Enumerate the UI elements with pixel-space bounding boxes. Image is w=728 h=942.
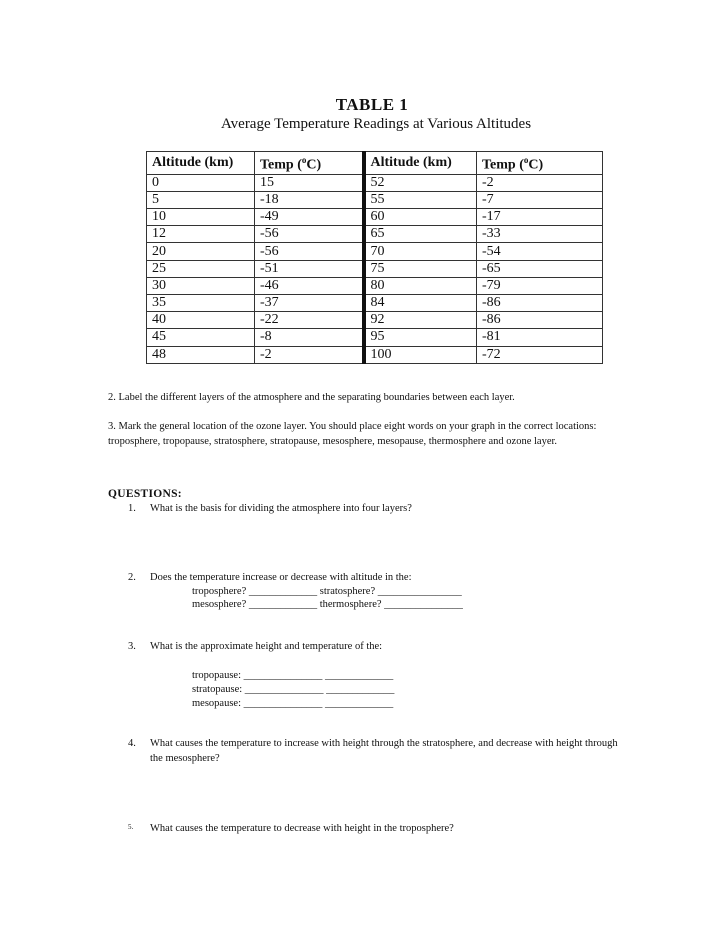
altitude-cell: 40 xyxy=(147,312,255,329)
table-row xyxy=(147,312,603,329)
altitude-cell: 0 xyxy=(147,174,255,191)
altitude-cell: 95 xyxy=(364,329,477,346)
altitude-cell: 65 xyxy=(364,226,477,243)
temperature-cell: -79 xyxy=(477,277,603,294)
questions-heading: QUESTIONS: xyxy=(108,488,182,500)
temperature-cell: 15 xyxy=(255,174,364,191)
table-row xyxy=(147,191,603,208)
temperature-cell: -51 xyxy=(255,260,364,277)
table-row xyxy=(147,243,603,260)
question-text: What causes the temperature to decrease with height in the troposphere? xyxy=(150,823,454,834)
instruction-ozone-layer: 3. Mark the general location of the ozone layer. You should place eight words on your graph in the correct locations: troposphere, tropopause, stratosphere, stratopause, mesosphere, mesopause, thermosphere and ozone layer. xyxy=(108,421,597,447)
temperature-cell: -33 xyxy=(477,226,603,243)
table-header-row xyxy=(147,152,603,175)
temperature-cell: -18 xyxy=(255,191,364,208)
temperature-cell: -7 xyxy=(477,191,603,208)
altitude-cell: 12 xyxy=(147,226,255,243)
answer-line: tropopause: _______________ _____________ xyxy=(192,670,394,681)
question-3 xyxy=(128,640,628,655)
table-row xyxy=(147,209,603,226)
altitude-cell: 48 xyxy=(147,346,255,363)
temperature-cell: -56 xyxy=(255,226,364,243)
altitude-temperature-table xyxy=(146,151,603,364)
altitude-cell: 60 xyxy=(364,209,477,226)
temperature-cell: -54 xyxy=(477,243,603,260)
table-body xyxy=(147,174,603,363)
table-row xyxy=(147,329,603,346)
altitude-cell: 30 xyxy=(147,277,255,294)
answer-line: mesosphere? _____________ thermosphere? _______________ xyxy=(192,599,463,610)
answer-line: mesopause: _______________ _____________ xyxy=(192,698,394,709)
question-text: What is the basis for dividing the atmosphere into four layers? xyxy=(150,503,412,514)
altitude-cell: 10 xyxy=(147,209,255,226)
altitude-cell: 25 xyxy=(147,260,255,277)
temperature-cell: -8 xyxy=(255,329,364,346)
question-number: 1. xyxy=(128,503,136,514)
temperature-cell: -2 xyxy=(477,174,603,191)
temperature-cell: -17 xyxy=(477,209,603,226)
altitude-cell: 5 xyxy=(147,191,255,208)
table-row xyxy=(147,174,603,191)
question-5 xyxy=(128,820,628,841)
question-text: What causes the temperature to increase with height through the stratosphere, and decrease with height through the mesosphere? xyxy=(150,738,618,764)
table-row xyxy=(147,346,603,363)
question-4 xyxy=(128,737,628,764)
altitude-cell: 100 xyxy=(364,346,477,363)
altitude-cell: 35 xyxy=(147,294,255,311)
table-row xyxy=(147,260,603,277)
table-title: TABLE 1 xyxy=(335,95,409,114)
question-text: What is the approximate height and temperature of the: xyxy=(150,641,383,652)
question-number: 5. xyxy=(128,823,134,831)
altitude-cell: 55 xyxy=(364,191,477,208)
question-text: Does the temperature increase or decrease with altitude in the: xyxy=(150,572,412,583)
temperature-cell: -2 xyxy=(255,346,364,363)
temperature-cell: -49 xyxy=(255,209,364,226)
answer-line: troposphere? _____________ stratosphere? ________________ xyxy=(192,586,462,597)
altitude-cell: 45 xyxy=(147,329,255,346)
table-row xyxy=(147,294,603,311)
altitude-cell: 52 xyxy=(364,174,477,191)
question-number: 4. xyxy=(128,738,136,749)
temperature-cell: -86 xyxy=(477,294,603,311)
table-row xyxy=(147,226,603,243)
answer-line: stratopause: _______________ _____________ xyxy=(192,684,395,695)
instruction-label-layers: 2. Label the different layers of the atmosphere and the separating boundaries between each layer. xyxy=(108,392,515,403)
question-number: 2. xyxy=(128,572,136,583)
table-subtitle: Average Temperature Readings at Various Altitudes xyxy=(220,116,532,132)
altitude-cell: 70 xyxy=(364,243,477,260)
altitude-cell: 80 xyxy=(364,277,477,294)
temperature-cell: -37 xyxy=(255,294,364,311)
altitude-cell: 75 xyxy=(364,260,477,277)
temperature-cell: -46 xyxy=(255,277,364,294)
temp-header: Temp ($^o$C) xyxy=(255,152,364,175)
table-row xyxy=(147,277,603,294)
altitude-header: Altitude (km) xyxy=(147,152,255,175)
altitude-cell: 92 xyxy=(364,312,477,329)
altitude-header: Altitude (km) xyxy=(364,152,477,175)
temperature-cell: -81 xyxy=(477,329,603,346)
question-2 xyxy=(128,571,628,586)
temperature-cell: -86 xyxy=(477,312,603,329)
temperature-cell: -22 xyxy=(255,312,364,329)
temperature-cell: -56 xyxy=(255,243,364,260)
altitude-cell: 84 xyxy=(364,294,477,311)
temp-header: Temp ($^o$C) xyxy=(477,152,603,175)
temperature-cell: -72 xyxy=(477,346,603,363)
temperature-cell: -65 xyxy=(477,260,603,277)
question-number: 3. xyxy=(128,641,136,652)
altitude-cell: 20 xyxy=(147,243,255,260)
question-1 xyxy=(128,502,628,517)
